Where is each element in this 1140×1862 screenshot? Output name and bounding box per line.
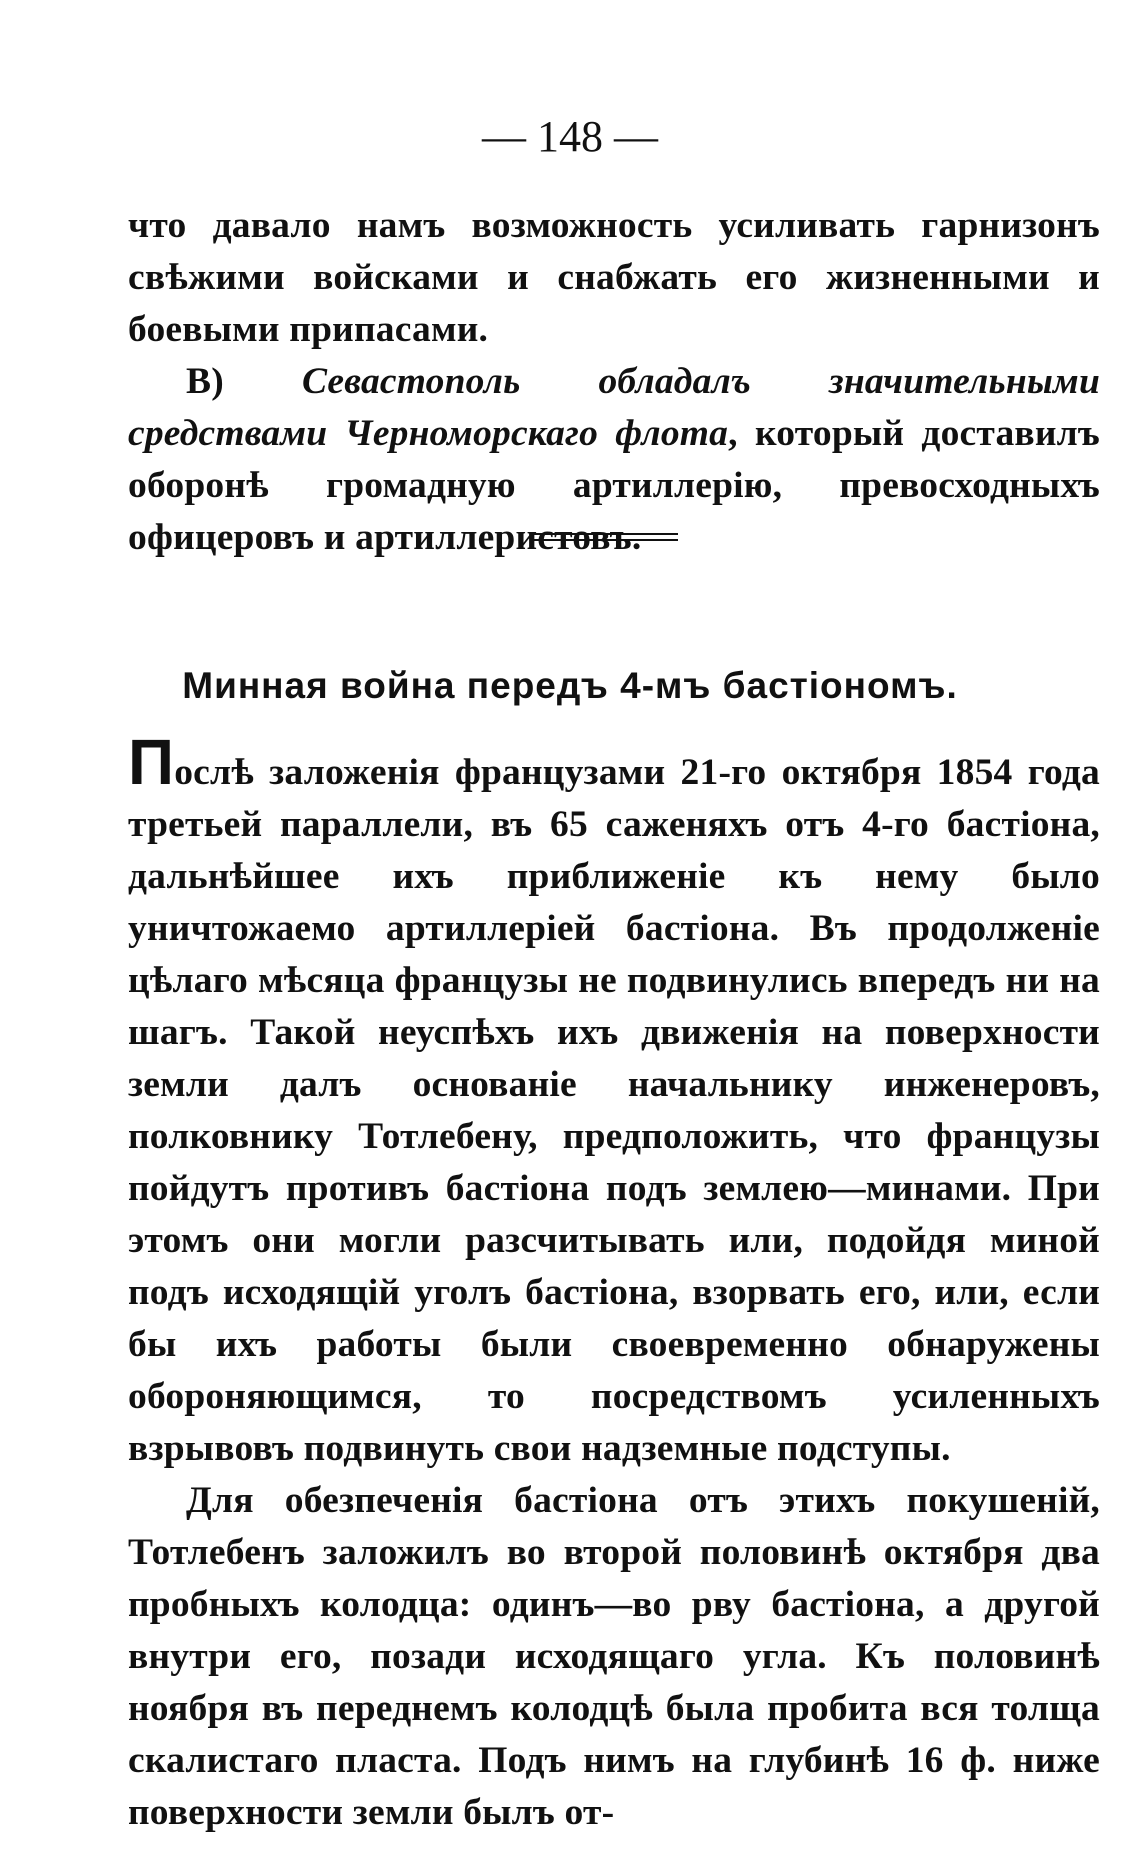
paragraph-continuation: что давало намъ возможность усиливать гарнизонъ свѣжими войсками и снабжать его жизненными и боевыми припасами.	[128, 205, 1100, 350]
top-text-block	[128, 200, 1100, 564]
list-marker: В)	[186, 361, 302, 402]
section-heading: Минная война передъ 4-мъ бастіономъ.	[182, 665, 958, 706]
paragraph-text: ослѣ заложенія французами 21-го октября 1854 года третьей параллели, въ 65 саженяхъ отъ 4-го бастіона, дальнѣйшее ихъ приближеніе къ нему было уничтожаемо артиллеріей бастіона. Въ продолженіе цѣлаго мѣсяца французы не подвинулись впередъ ни на шагъ. Такой неуспѣхъ ихъ движенія на поверхности земли далъ основаніе начальнику инженеровъ, полковнику Тотлебену, предположить, что французы пойдутъ противъ бастіона подъ землею—минами. При этомъ они могли разсчитывать или, подойдя миной подъ исходящій уголъ бастіона, взорвать его, или, если бы ихъ работы были своевременно обнаружены обороняющимся, то посредствомъ усиленныхъ взрывовъ подвинуть свои надземные подступы.	[128, 752, 1100, 1469]
page-number: — 148 —	[482, 112, 658, 161]
paragraph-test-wells: Для обезпеченія бастіона отъ этихъ покушеній, Тотлебенъ заложилъ во второй половинѣ октября два пробныхъ колодца: одинъ—во рву бастіона, а другой внутри его, позади исходящаго угла. Къ половинѣ ноября въ переднемъ колодцѣ была пробита вся толща скалистаго пласта. Подъ нимъ на глубинѣ 16 ф. ниже поверхности земли былъ от-	[128, 1480, 1100, 1833]
emphasized-phrase: Севастополь обладалъ значительными средствами Черноморскаго флота	[128, 361, 1100, 454]
section-divider	[530, 533, 678, 541]
paragraph-mine-warfare-intro	[128, 726, 1100, 1475]
paragraph-text: , который доставилъ оборонѣ громадную артиллерію, превосходныхъ офицеровъ и артиллеристовъ.	[128, 413, 1100, 558]
main-text-block	[128, 726, 1100, 1839]
drop-cap: П	[128, 726, 175, 798]
